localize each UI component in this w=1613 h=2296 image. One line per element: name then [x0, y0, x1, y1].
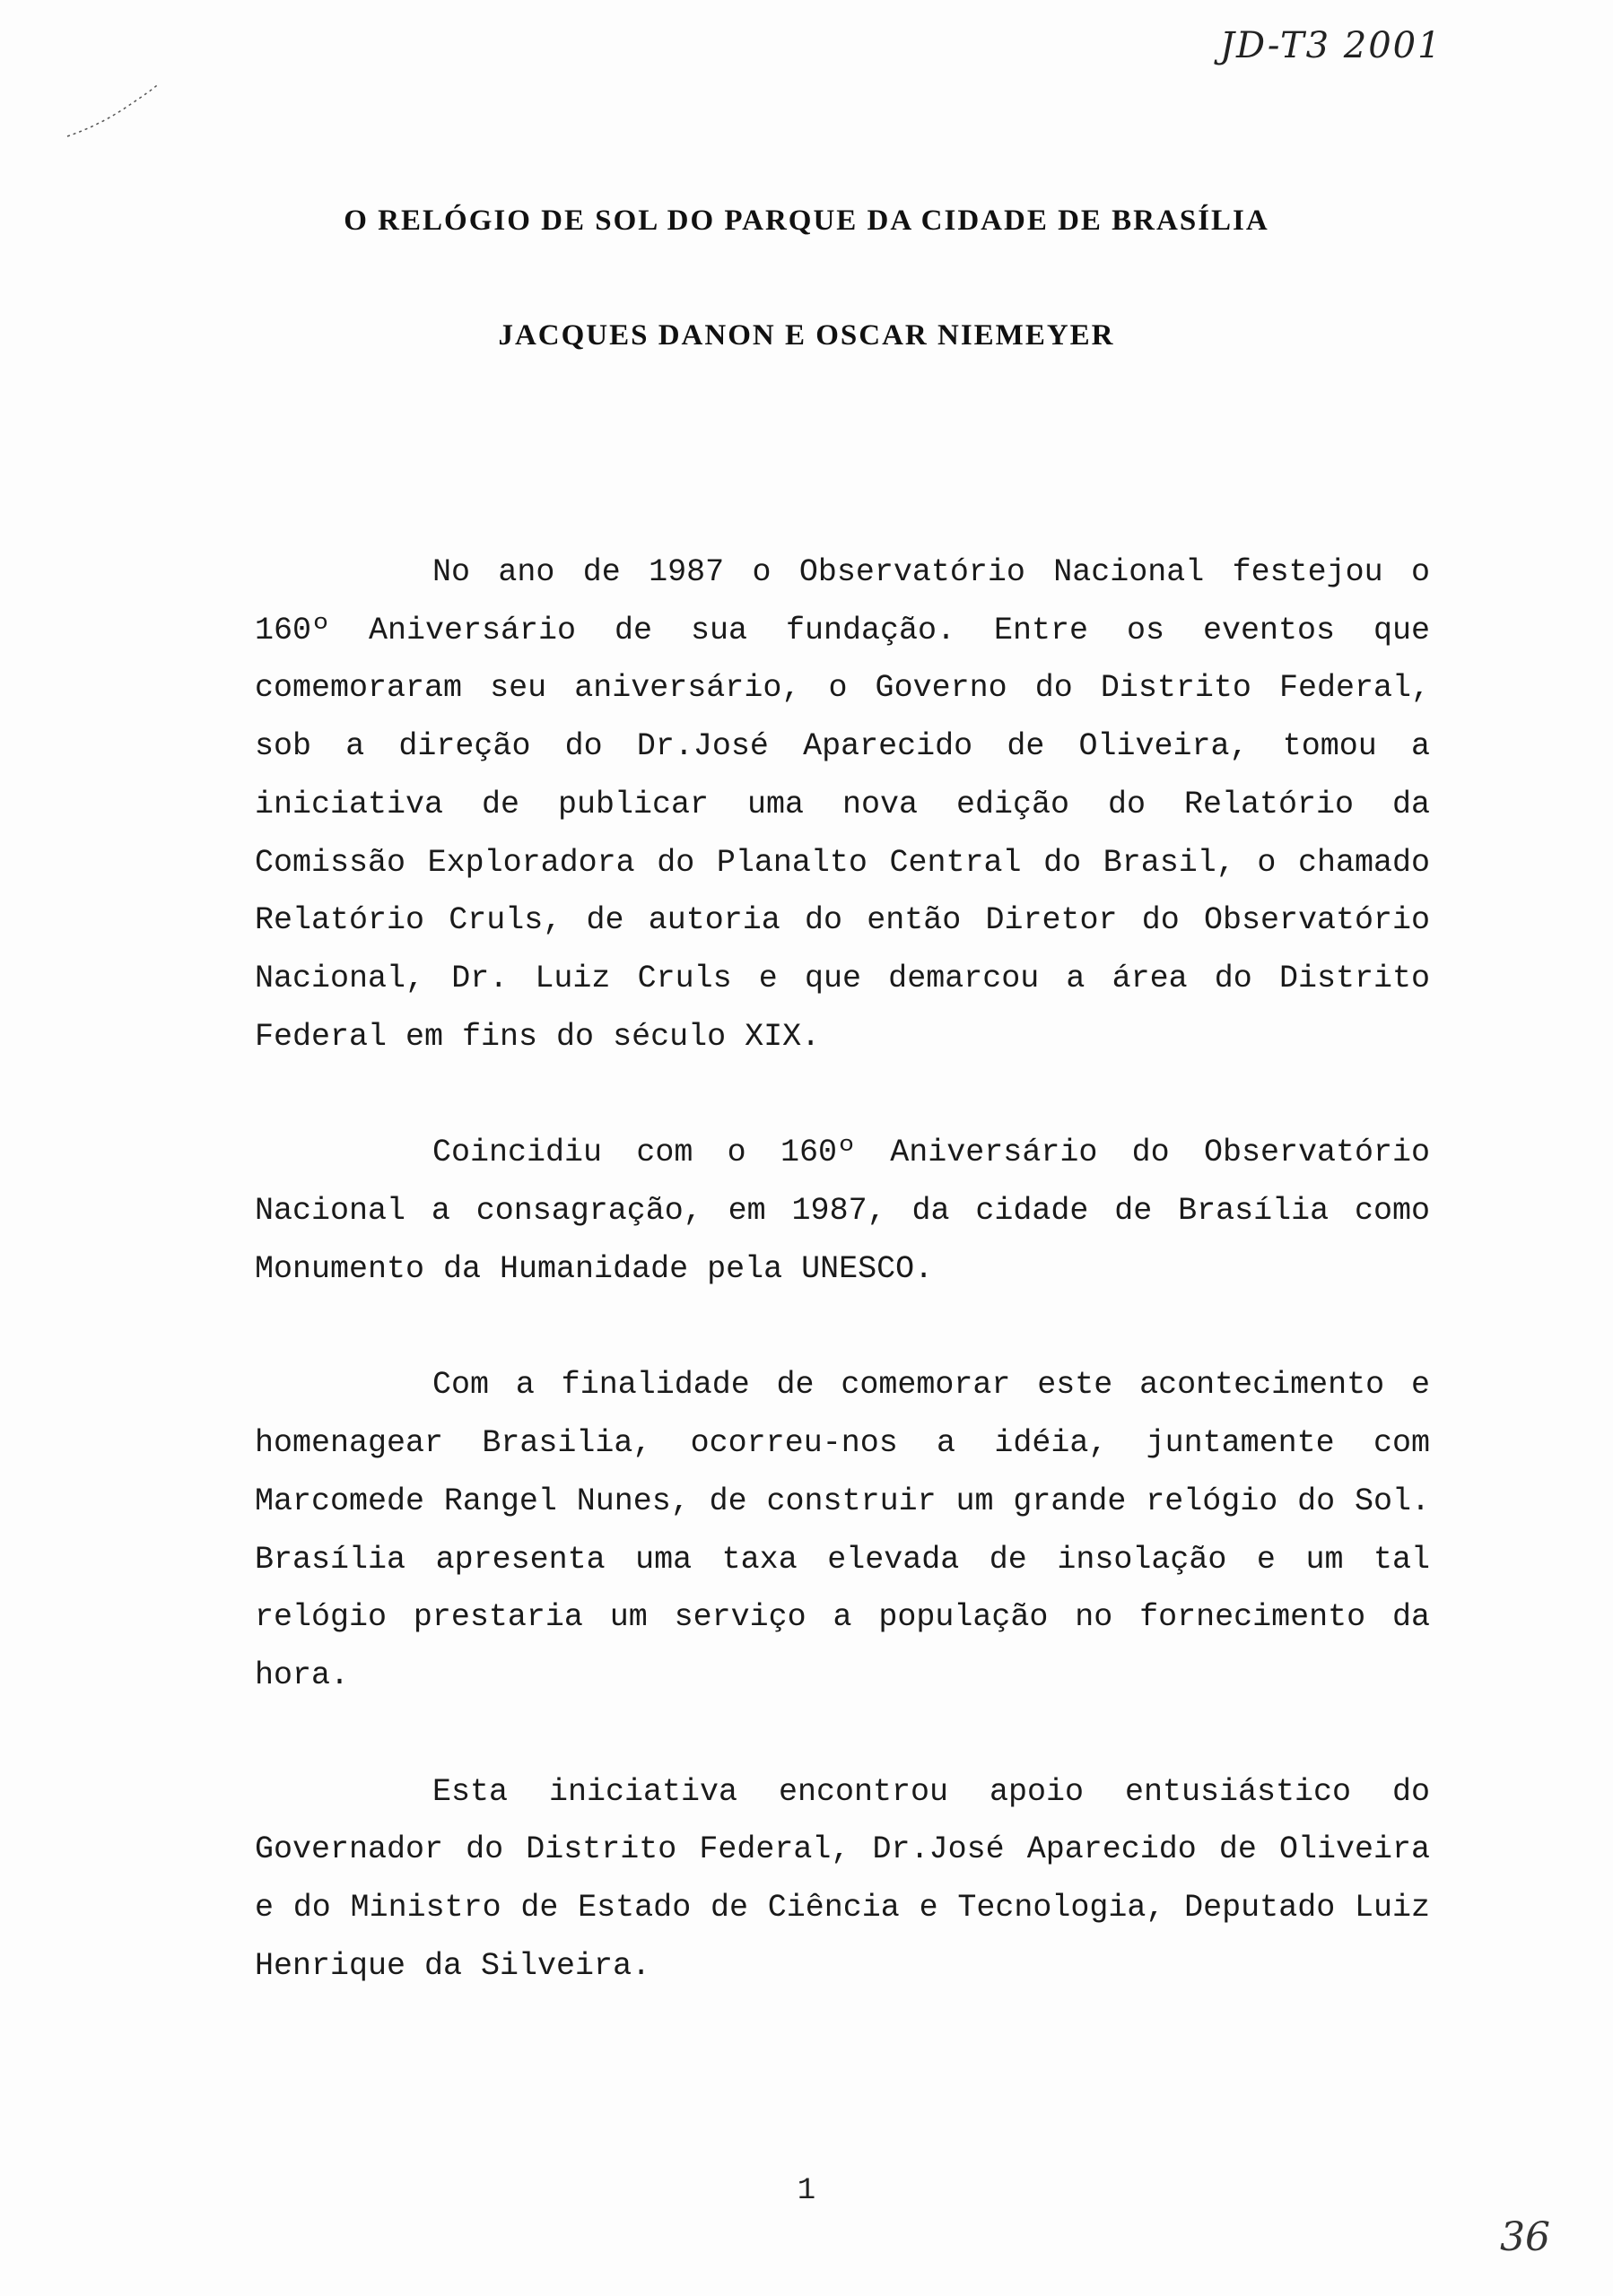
document-body: [255, 544, 1430, 2053]
paragraph: Com a finalidade de comemorar este acontecimento e homenagear Brasilia, ocorreu-nos a idéia, juntamente com Marcomede Rangel Nunes, de construir um grande relógio do Sol. Brasília apresenta uma taxa elevada de insolação e um tal relógio prestaria um serviço a população no fornecimento da hora.: [255, 1367, 1430, 1693]
page-number: 1: [797, 2174, 816, 2208]
archive-code-handwritten: JD-T3 2001: [1220, 25, 1443, 66]
document-title: O RELÓGIO DE SOL DO PARQUE DA CIDADE DE BRASÍLIA: [344, 204, 1269, 237]
paragraph: No ano de 1987 o Observatório Nacional festejou o 160º Aniversário de sua fundação. Entre os eventos que comemoraram seu aniversário, o Governo do Distrito Federal, sob a direção do Dr.José Aparecido de Oliveira, tomou a iniciativa de publicar uma nova edição do Relatório da Comissão Exploradora do Planalto Central do Brasil, o chamado Relatório Cruls, de autoria do então Diretor do Observatório Nacional, Dr. Luiz Cruls e que demarcou a área do Distrito Federal em fins do século XIX.: [255, 554, 1430, 1055]
pen-mark: [63, 81, 161, 144]
paragraph: Coincidiu com o 160º Aniversário do Observatório Nacional a consagração, em 1987, da cidade de Brasília como Monumento da Humanidade pela UNESCO.: [255, 1135, 1430, 1287]
document-authors: JACQUES DANON E OSCAR NIEMEYER: [498, 319, 1115, 352]
paragraph: Esta iniciativa encontrou apoio entusiástico do Governador do Distrito Federal, Dr.José Aparecido de Oliveira e do Ministro de Estado de Ciência e Tecnologia, Deputado Luiz Henrique da Silveira.: [255, 1773, 1430, 1984]
handwritten-page-note: 36: [1500, 2214, 1550, 2260]
